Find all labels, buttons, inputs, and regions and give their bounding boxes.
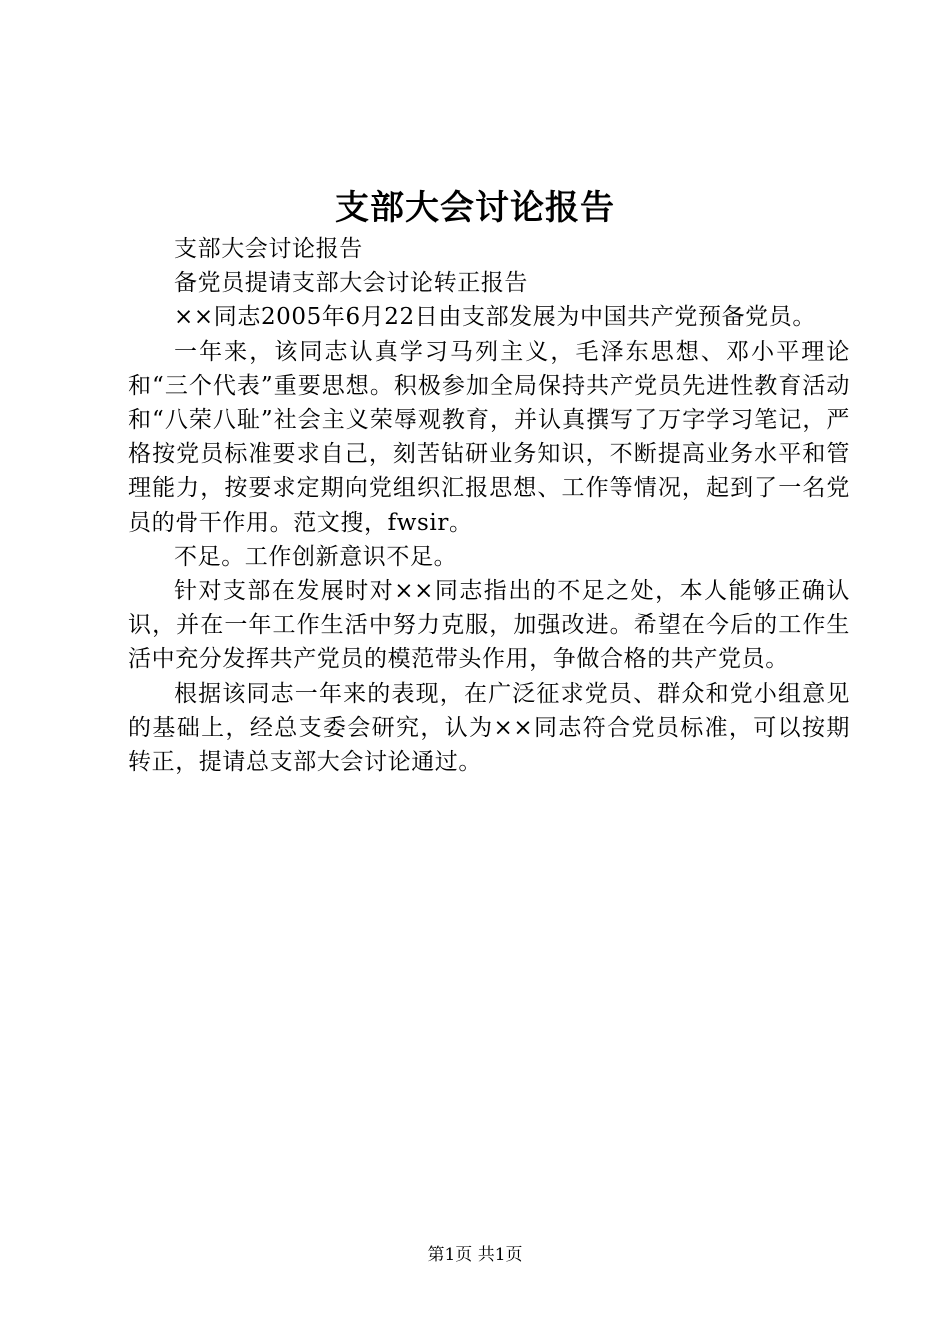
paragraph-performance: 一年来，该同志认真学习马列主义，毛泽东思想、邓小平理论和“三个代表”重要思想。积极参加全局保持共产党员先进性教育活动和“八荣八耻”社会主义荣辱观教育，并认真撰写了万字学习笔记，严格按党员标准要求自己，刻苦钻研业务知识，不断提高业务水平和管理能力，按要求定期向党组织汇报思想、工作等情况，起到了一名党员的骨干作用。范文搜，fwsir。 bbox=[128, 338, 850, 536]
document-title: 支部大会讨论报告 bbox=[335, 188, 615, 228]
paragraph-conclusion: 根据该同志一年来的表现，在广泛征求党员、群众和党小组意见的基础上，经总支委会研究，认为××同志符合党员标准，可以按期转正，提请总支部大会讨论通过。 bbox=[128, 680, 850, 776]
paragraph-intro: ××同志2005年6月22日由支部发展为中国共产党预备党员。 bbox=[174, 304, 816, 331]
page-footer: 第1页 共1页 bbox=[427, 1245, 523, 1265]
paragraph-improvement: 针对支部在发展时对××同志指出的不足之处，本人能够正确认识，并在一年工作生活中努力克服，加强改进。希望在今后的工作生活中充分发挥共产党员的模范带头作用，争做合格的共产党员。 bbox=[128, 578, 850, 673]
paragraph-shortcomings: 不足。工作创新意识不足。 bbox=[174, 543, 458, 570]
paragraph-subheading: 备党员提请支部大会讨论转正报告 bbox=[174, 270, 528, 297]
paragraph-heading: 支部大会讨论报告 bbox=[174, 236, 363, 262]
document-body bbox=[128, 232, 850, 779]
